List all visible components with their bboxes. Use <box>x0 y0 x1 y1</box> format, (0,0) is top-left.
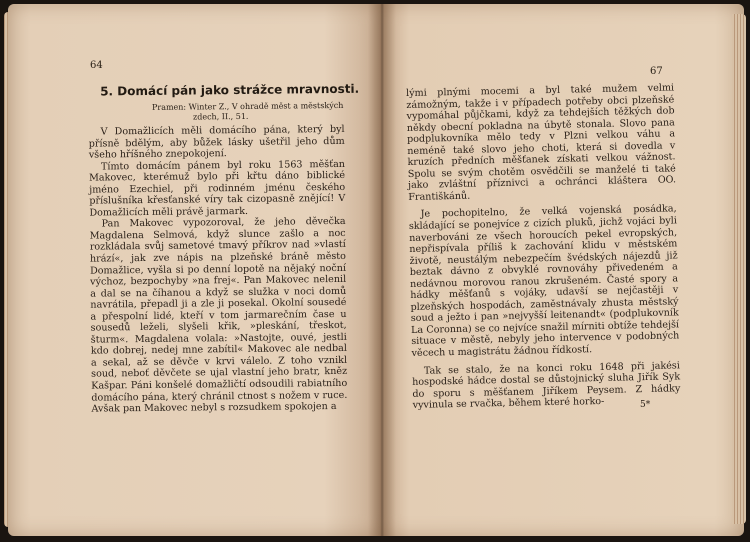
source-line-2: zdech, II., 51. <box>192 111 249 121</box>
left-page <box>8 4 380 536</box>
left-page-content <box>48 73 360 415</box>
paragraph: Tímto domácím pánem byl roku 1563 měšťan Makovec, kterémuž bylo při křtu dáno biblické jméno Ezechiel, při rodinném jménu českého příslušníka křesťanské víry tak cizopasně znějící! V Domažlicích měli právě jarmark. <box>89 158 346 219</box>
chapter-heading: 5. Domácí pán jako strážce mravnosti. <box>100 81 360 99</box>
page-edges-right <box>732 14 746 524</box>
left-body-text <box>89 124 348 415</box>
paragraph: lými plnými mocemi a byl také mužem velmi zámožným, takže i v případech potřeby obci plzeňské vypomáhal půjčkami, když za tehdejších těžkých dob někdy obecní pokladna na úbytě stonala. Slovo pana podplukovníka mělo tedy v Plzni velkou váhu a neméně také slovo jeho choti, která si dovedla v kruzích předních měšťanek získati velkou vážnost. Spolu se svým chotěm osvědčili se manželé ti také jako zvláštní příznivci a ochránci kláštera OO. Františkánů. <box>406 82 677 203</box>
open-book <box>8 4 744 536</box>
paragraph: V Domažlicích měli domácího pána, který byl přísně bdělým, aby bůžek lásky ušetřil jeho dům všeho hříšného znepokojení. <box>88 123 345 161</box>
book-gutter <box>368 4 396 536</box>
paragraph: Pan Makovec vypozoroval, že jeho děvečka Magdalena Selmová, když slunce zašlo a noc rozkládala svůj sametové tmavý příkrov nad »vlastí hrází«, jak zve nápis na plzeňské bráně město Domažlice, vyšla si po denní lopotě na nějaký noční výchoz, bezpochyby »na frej«. Pan Makovec nelenil a dal se na číhanou a když se služka v noci domů navrátila, přepadl ji a zle ji posekal. Okolní sousedé a přespolní lidé, kteří v tom jarmarečním čase u sousedů leželi, slyšeli křik, »pleskání, třeskot, šturm«. Magdalena volala: »Nastojte, ouvé, jestli kdo dobrej, nedej mne zabítil« Makovec ale nedbal a sekal, až se děvče v krvi válelo. Z toho vznikl soud, neboť děvčete se ujal vlastní jeho bratr, kněz Kašpar. Páni konšelé domažličtí odsoudili rabiatního domácího pána, který chránil ctnost s nožem v ruce. Avšak pan Makovec nebyl s rozsudkem spokojen a <box>89 216 348 415</box>
paragraph: Je pochopitelno, že velká vojenská posádka, skládající se ponejvíce z cizích pluků, jichž vojáci byli naverbováni ze všech horoucích pekel evropských, nepřispívala příliš k zachování klidu v městském životě, neustálým nebezpečím švédských nájezdů již beztak dávno z obvyklé rovnováhy přivedeném a nedávnou morovou ranou zkrušeném. Časté spory a hádky měšťanů s vojáky, udavší se nejčastěji v plzeňských hospodách, zaměstnávaly zhusta městský soud a ježto i pan »nejvyšší leitenandt« (podplukovník La Coronna) se co nejvíce snažil mírniti obtíže tehdejší situace v městě, nebyly jeho intervence v podobných věcech u magistrátu žádnou řídkostí. <box>408 203 680 359</box>
left-page-number: 64 <box>90 60 103 71</box>
right-body-text <box>406 82 681 411</box>
paragraph: Tak se stalo, že na konci roku 1648 při jakési hospodské hádce dostal se důstojnický sluha Jiřík Syk do sporu s měšťanem Jiříkem Peysem. Z hádky vyvinula se rvačka, během které horko- <box>412 359 681 412</box>
source-line-1: Pramen: Winter Z., V ohradě měst a městských <box>151 100 344 112</box>
signature-mark: 5* <box>640 400 651 410</box>
right-page-number: 67 <box>650 66 663 77</box>
source-citation <box>88 101 343 123</box>
